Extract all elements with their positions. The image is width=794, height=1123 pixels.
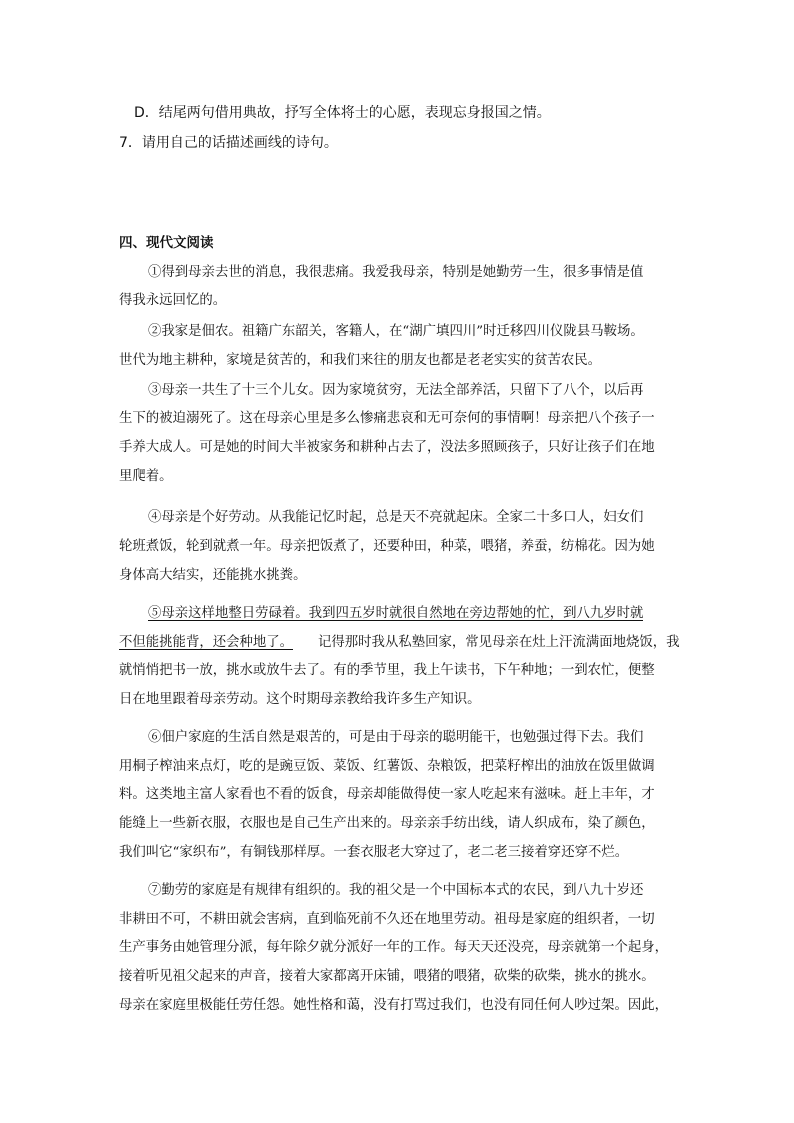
paragraph-line: ⑥佃户家庭的生活自然是艰苦的，可是由于母亲的聪明能干，也勉强过得下去。我们 — [148, 730, 644, 745]
paragraph-line: 得我永远回忆的。 — [119, 293, 227, 308]
section-heading-modern-reading: 四、现代文阅读 — [119, 235, 214, 251]
paragraph-line: 非耕田不可，不耕田就会害病，直到临死前不久还在地里劳动。祖母是家庭的组织者，一切 — [119, 912, 655, 927]
paragraph-line: 身体高大结实，还能挑水挑粪。 — [119, 568, 307, 583]
paragraph-line: 生产事务由她管理分派，每年除夕就分派好一年的工作。每天天还没亮，母亲就第一个起身， — [119, 940, 669, 955]
paragraph-line: 料。这类地主富人家看也不看的饭食，母亲却能做得使一家人吃起来有滋味。赶上丰年，才 — [119, 787, 655, 802]
paragraph-line: 就悄悄把书一放，挑水或放牛去了。有的季节里，我上午读书，下午种地；一到农忙，便整 — [119, 663, 655, 678]
paragraph-line: 手养大成人。可是她的时间大半被家务和耕种占去了，没法多照顾孩子，只好让孩子们在地 — [119, 440, 655, 455]
paragraph-line: ⑦勤劳的家庭是有规律有组织的。我的祖父是一个中国标本式的农民，到八九十岁还 — [148, 883, 644, 898]
paragraph-line: 里爬着。 — [119, 469, 173, 484]
paragraph-line: ④母亲是个好劳动。从我能记忆时起，总是天不亮就起床。全家二十多口人，妇女们 — [148, 510, 644, 525]
paragraph-line: 生下的被迫溺死了。这在母亲心里是多么惨痛悲哀和无可奈何的事情啊！母亲把八个孩子一 — [119, 411, 655, 426]
paragraph-line: 能缝上一些新衣服，衣服也是自己生产出来的。母亲亲手纺出线，请人织成布，染了颜色， — [119, 816, 655, 831]
paragraph-line: ②我家是佃农。祖籍广东韶关，客籍人，在“湖广填四川”时迁移四川仪陇县马鞍场。 — [148, 324, 644, 339]
paragraph-line: 我们叫它“家织布”，有铜钱那样厚。一套衣服老大穿过了，老二老三接着穿还穿不烂。 — [119, 845, 629, 860]
paragraph-line: 世代为地主耕种，家境是贫苦的，和我们来往的朋友也都是老老实实的贫苦农民。 — [119, 353, 602, 368]
question-7-text: 7．请用自己的话描述画线的诗句。 — [119, 135, 338, 151]
paragraph-line: 用桐子榨油来点灯，吃的是豌豆饭、菜饭、红薯饭、杂粮饭，把菜籽榨出的油放在饭里做调 — [119, 759, 655, 774]
paragraph-line: 记得那时我从私塾回家，常见母亲在灶上汗流满面地烧饭，我 — [318, 635, 680, 650]
paragraph-line: 母亲在家庭里极能任劳任怨。她性格和蔼，没有打骂过我们，也没有同任何人吵过架。因此， — [119, 998, 669, 1013]
option-d-text: D．结尾两句借用典故，抒写全体将士的心愿，表现忘身报国之情。 — [134, 105, 551, 121]
paragraph-line: ①得到母亲去世的消息，我很悲痛。我爱我母亲，特别是她勤劳一生，很多事情是值 — [148, 265, 644, 280]
underlined-sentence-line: ⑤母亲这样地整日劳碌着。我到四五岁时就很自然地在旁边帮她的忙，到八九岁时就 — [148, 606, 644, 621]
underlined-sentence-line: 不但能挑能背，还会种地了。 — [119, 635, 294, 650]
paragraph-line: 轮班煮饭，轮到就煮一年。母亲把饭煮了，还要种田，种菜，喂猪，养蚕，纺棉花。因为她 — [119, 539, 655, 554]
paragraph-line: 日在地里跟着母亲劳动。这个时期母亲教给我许多生产知识。 — [119, 692, 481, 707]
paragraph-line: ③母亲一共生了十三个儿女。因为家境贫穷，无法全部养活，只留下了八个，以后再 — [148, 383, 644, 398]
paragraph-line: 接着听见祖父起来的声音，接着大家都离开床铺，喂猪的喂猪，砍柴的砍柴，挑水的挑水。 — [119, 969, 655, 984]
